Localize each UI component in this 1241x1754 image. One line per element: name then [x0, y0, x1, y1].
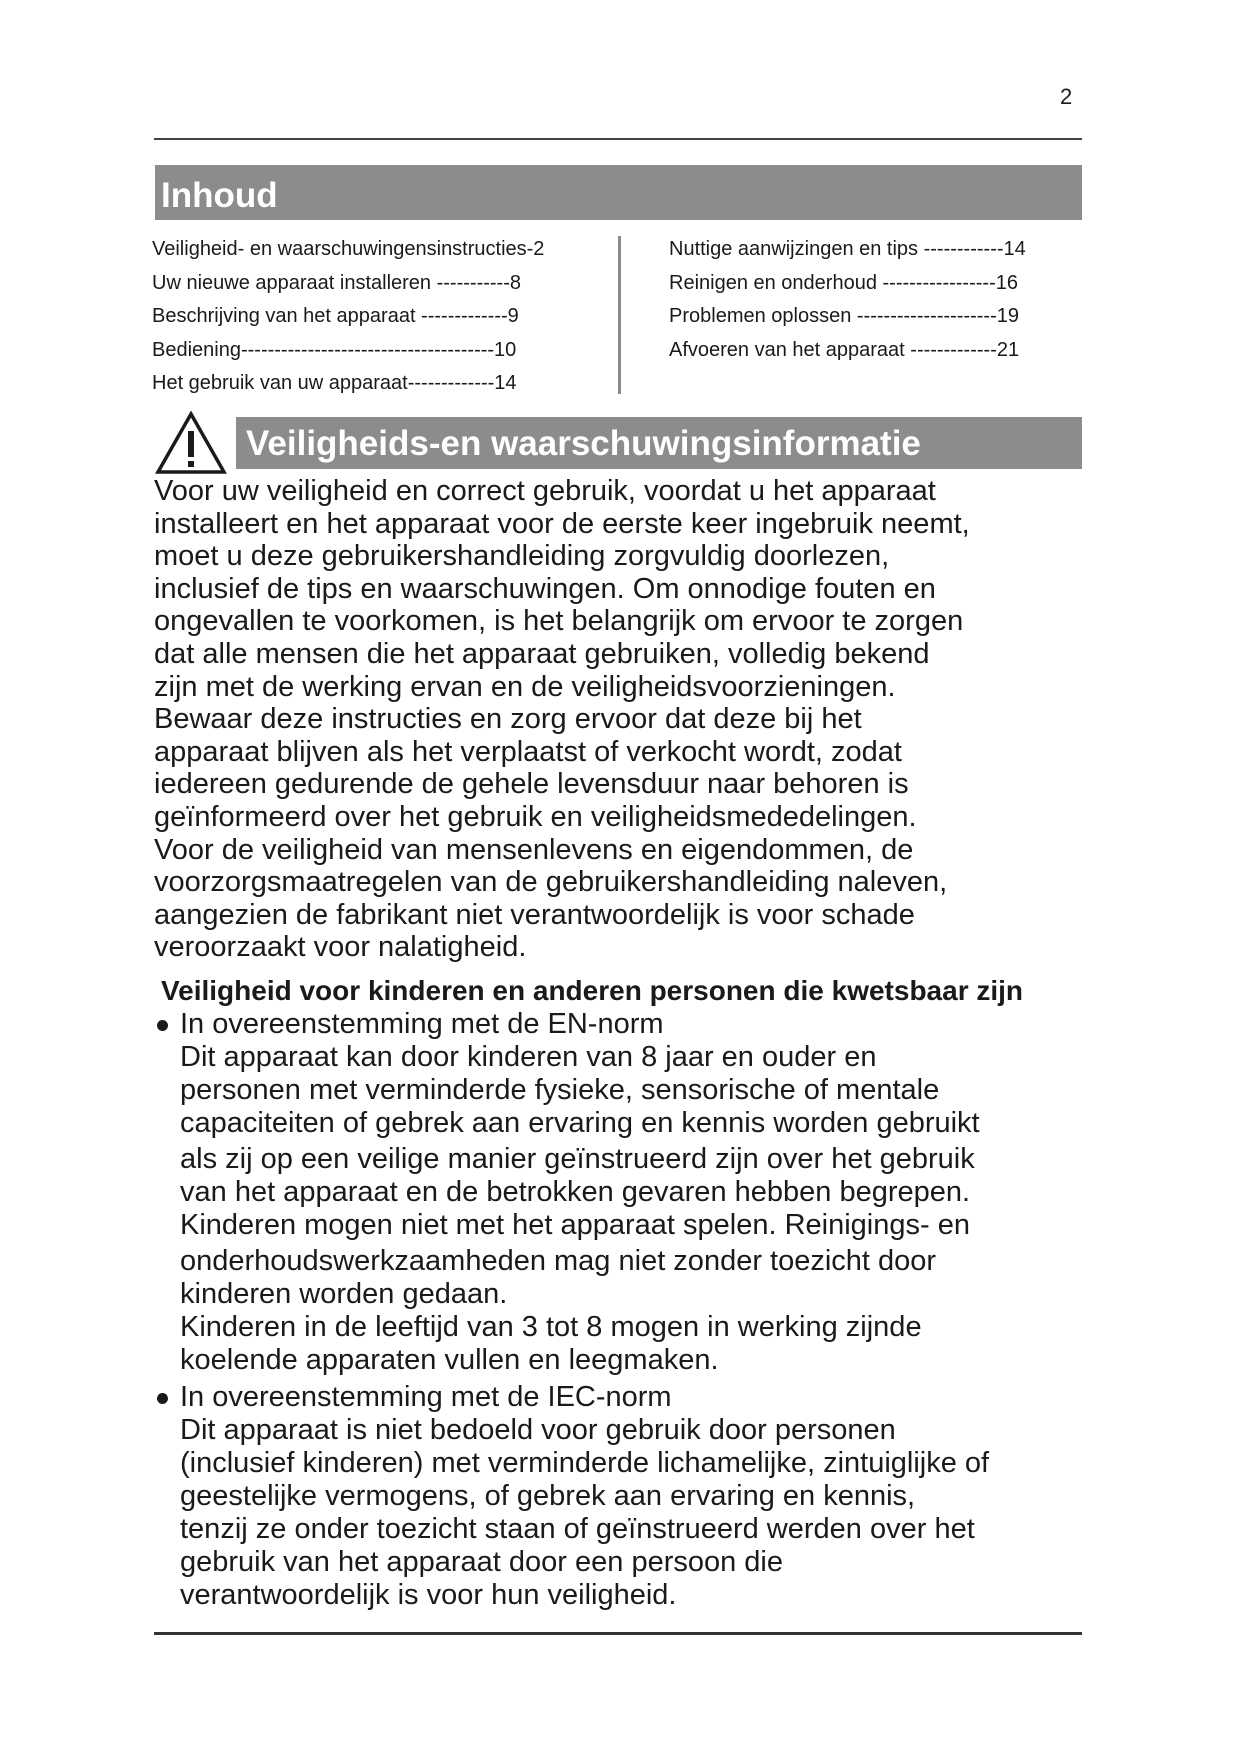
text-line: In overeenstemming met de EN-norm — [180, 1008, 664, 1040]
safety-intro-text — [154, 475, 970, 964]
text-line: onderhoudswerkzaamheden mag niet zonder toezicht door — [180, 1245, 937, 1277]
text-line: aangezien de fabrikant niet verantwoordelijk is voor schade — [154, 898, 915, 931]
text-line: Dit apparaat kan door kinderen van 8 jaar en ouder en — [180, 1041, 877, 1073]
toc-entry[interactable]: Reinigen en onderhoud -----------------16 — [669, 271, 1018, 294]
toc-column-divider — [618, 236, 621, 394]
text-line: van het apparaat en de betrokken gevaren hebben begrepen. — [180, 1176, 971, 1208]
text-line: Kinderen in de leeftijd van 3 tot 8 mogen in werking zijnde — [180, 1311, 922, 1343]
text-line: capaciteiten of gebrek aan ervaring en kennis worden gebruikt — [180, 1107, 980, 1139]
toc-entry[interactable]: Uw nieuwe apparaat installeren -----------8 — [152, 271, 521, 294]
toc-entry[interactable]: Afvoeren van het apparaat -------------21 — [669, 338, 1020, 361]
warning-triangle-icon — [155, 411, 227, 475]
text-line: voorzorgsmaatregelen van de gebruikershandleiding naleven, — [154, 866, 948, 899]
text-line: dat alle mensen die het apparaat gebruiken, volledig bekend — [154, 637, 930, 670]
toc-entry[interactable]: Bediening--------------------------------------10 — [152, 338, 517, 361]
text-line: veroorzaakt voor nalatigheid. — [154, 931, 527, 964]
text-line: inclusief de tips en waarschuwingen. Om onnodige fouten en — [154, 572, 936, 605]
toc-left-column — [152, 233, 544, 401]
toc-entry[interactable]: Veiligheid- en waarschuwingensinstructies-2 — [152, 238, 545, 260]
bullet-icon — [157, 1393, 168, 1404]
toc-entry[interactable]: Het gebruik van uw apparaat-------------14 — [152, 372, 517, 394]
list-item-iec-norm — [180, 1381, 989, 1612]
children-safety-subheading: Veiligheid voor kinderen en anderen personen die kwetsbaar zijn — [161, 975, 1024, 1006]
toc-entry[interactable]: Problemen oplossen ---------------------19 — [669, 305, 1019, 327]
bottom-divider — [154, 1632, 1082, 1635]
text-line: verantwoordelijk is voor hun veiligheid. — [180, 1579, 677, 1611]
toc-title: Inhoud — [155, 165, 1082, 220]
page-number: 2 — [1060, 84, 1073, 109]
text-line: geestelijke vermogens, of gebrek aan ervaring en kennis, — [180, 1480, 916, 1512]
bullet-icon — [157, 1020, 168, 1031]
text-line: Dit apparaat is niet bedoeld voor gebruik door personen — [180, 1414, 896, 1446]
toc-entry[interactable]: Beschrijving van het apparaat -------------9 — [152, 305, 519, 327]
text-line: als zij op een veilige manier geïnstrueerd zijn over het gebruik — [180, 1143, 975, 1175]
text-line: gebruik van het apparaat door een persoon die — [180, 1546, 783, 1578]
text-line: Bewaar deze instructies en zorg ervoor dat deze bij het — [154, 703, 862, 736]
top-divider — [154, 138, 1082, 140]
text-line: moet u deze gebruikershandleiding zorgvuldig doorlezen, — [154, 540, 890, 573]
text-line: ongevallen te voorkomen, is het belangrijk om ervoor te zorgen — [154, 605, 964, 638]
text-line: kinderen worden gedaan. — [180, 1278, 508, 1310]
text-line: Kinderen mogen niet met het apparaat spelen. Reinigings- en — [180, 1209, 970, 1241]
text-line: installeert en het apparaat voor de eerste keer ingebruik neemt, — [154, 507, 970, 540]
toc-entry[interactable]: Nuttige aanwijzingen en tips ------------14 — [669, 238, 1026, 260]
list-item-en-norm — [180, 1008, 980, 1377]
text-line: geïnformeerd over het gebruik en veiligheidsmededelingen. — [154, 800, 917, 833]
text-line: (inclusief kinderen) met verminderde lichamelijke, zintuiglijke of — [180, 1447, 990, 1479]
text-line: tenzij ze onder toezicht staan of geïnstrueerd werden over het — [180, 1513, 975, 1545]
text-line: apparaat blijven als het verplaatst of verkocht wordt, zodat — [154, 735, 902, 768]
text-line: koelende apparaten vullen en leegmaken. — [180, 1344, 719, 1376]
text-line: zijn met de werking ervan en de veiligheidsvoorzieningen. — [154, 670, 896, 703]
text-line: personen met verminderde fysieke, sensorische of mentale — [180, 1074, 940, 1106]
text-line: Voor uw veiligheid en correct gebruik, voordat u het apparaat — [154, 475, 936, 507]
safety-section-title: Veiligheids-en waarschuwingsinformatie — [236, 417, 1082, 469]
text-line: In overeenstemming met de IEC-norm — [180, 1381, 672, 1413]
text-line: Voor de veiligheid van mensenlevens en eigendommen, de — [154, 833, 914, 866]
text-line: iedereen gedurende de gehele levensduur naar behoren is — [154, 768, 909, 801]
toc-right-column — [669, 233, 1026, 367]
